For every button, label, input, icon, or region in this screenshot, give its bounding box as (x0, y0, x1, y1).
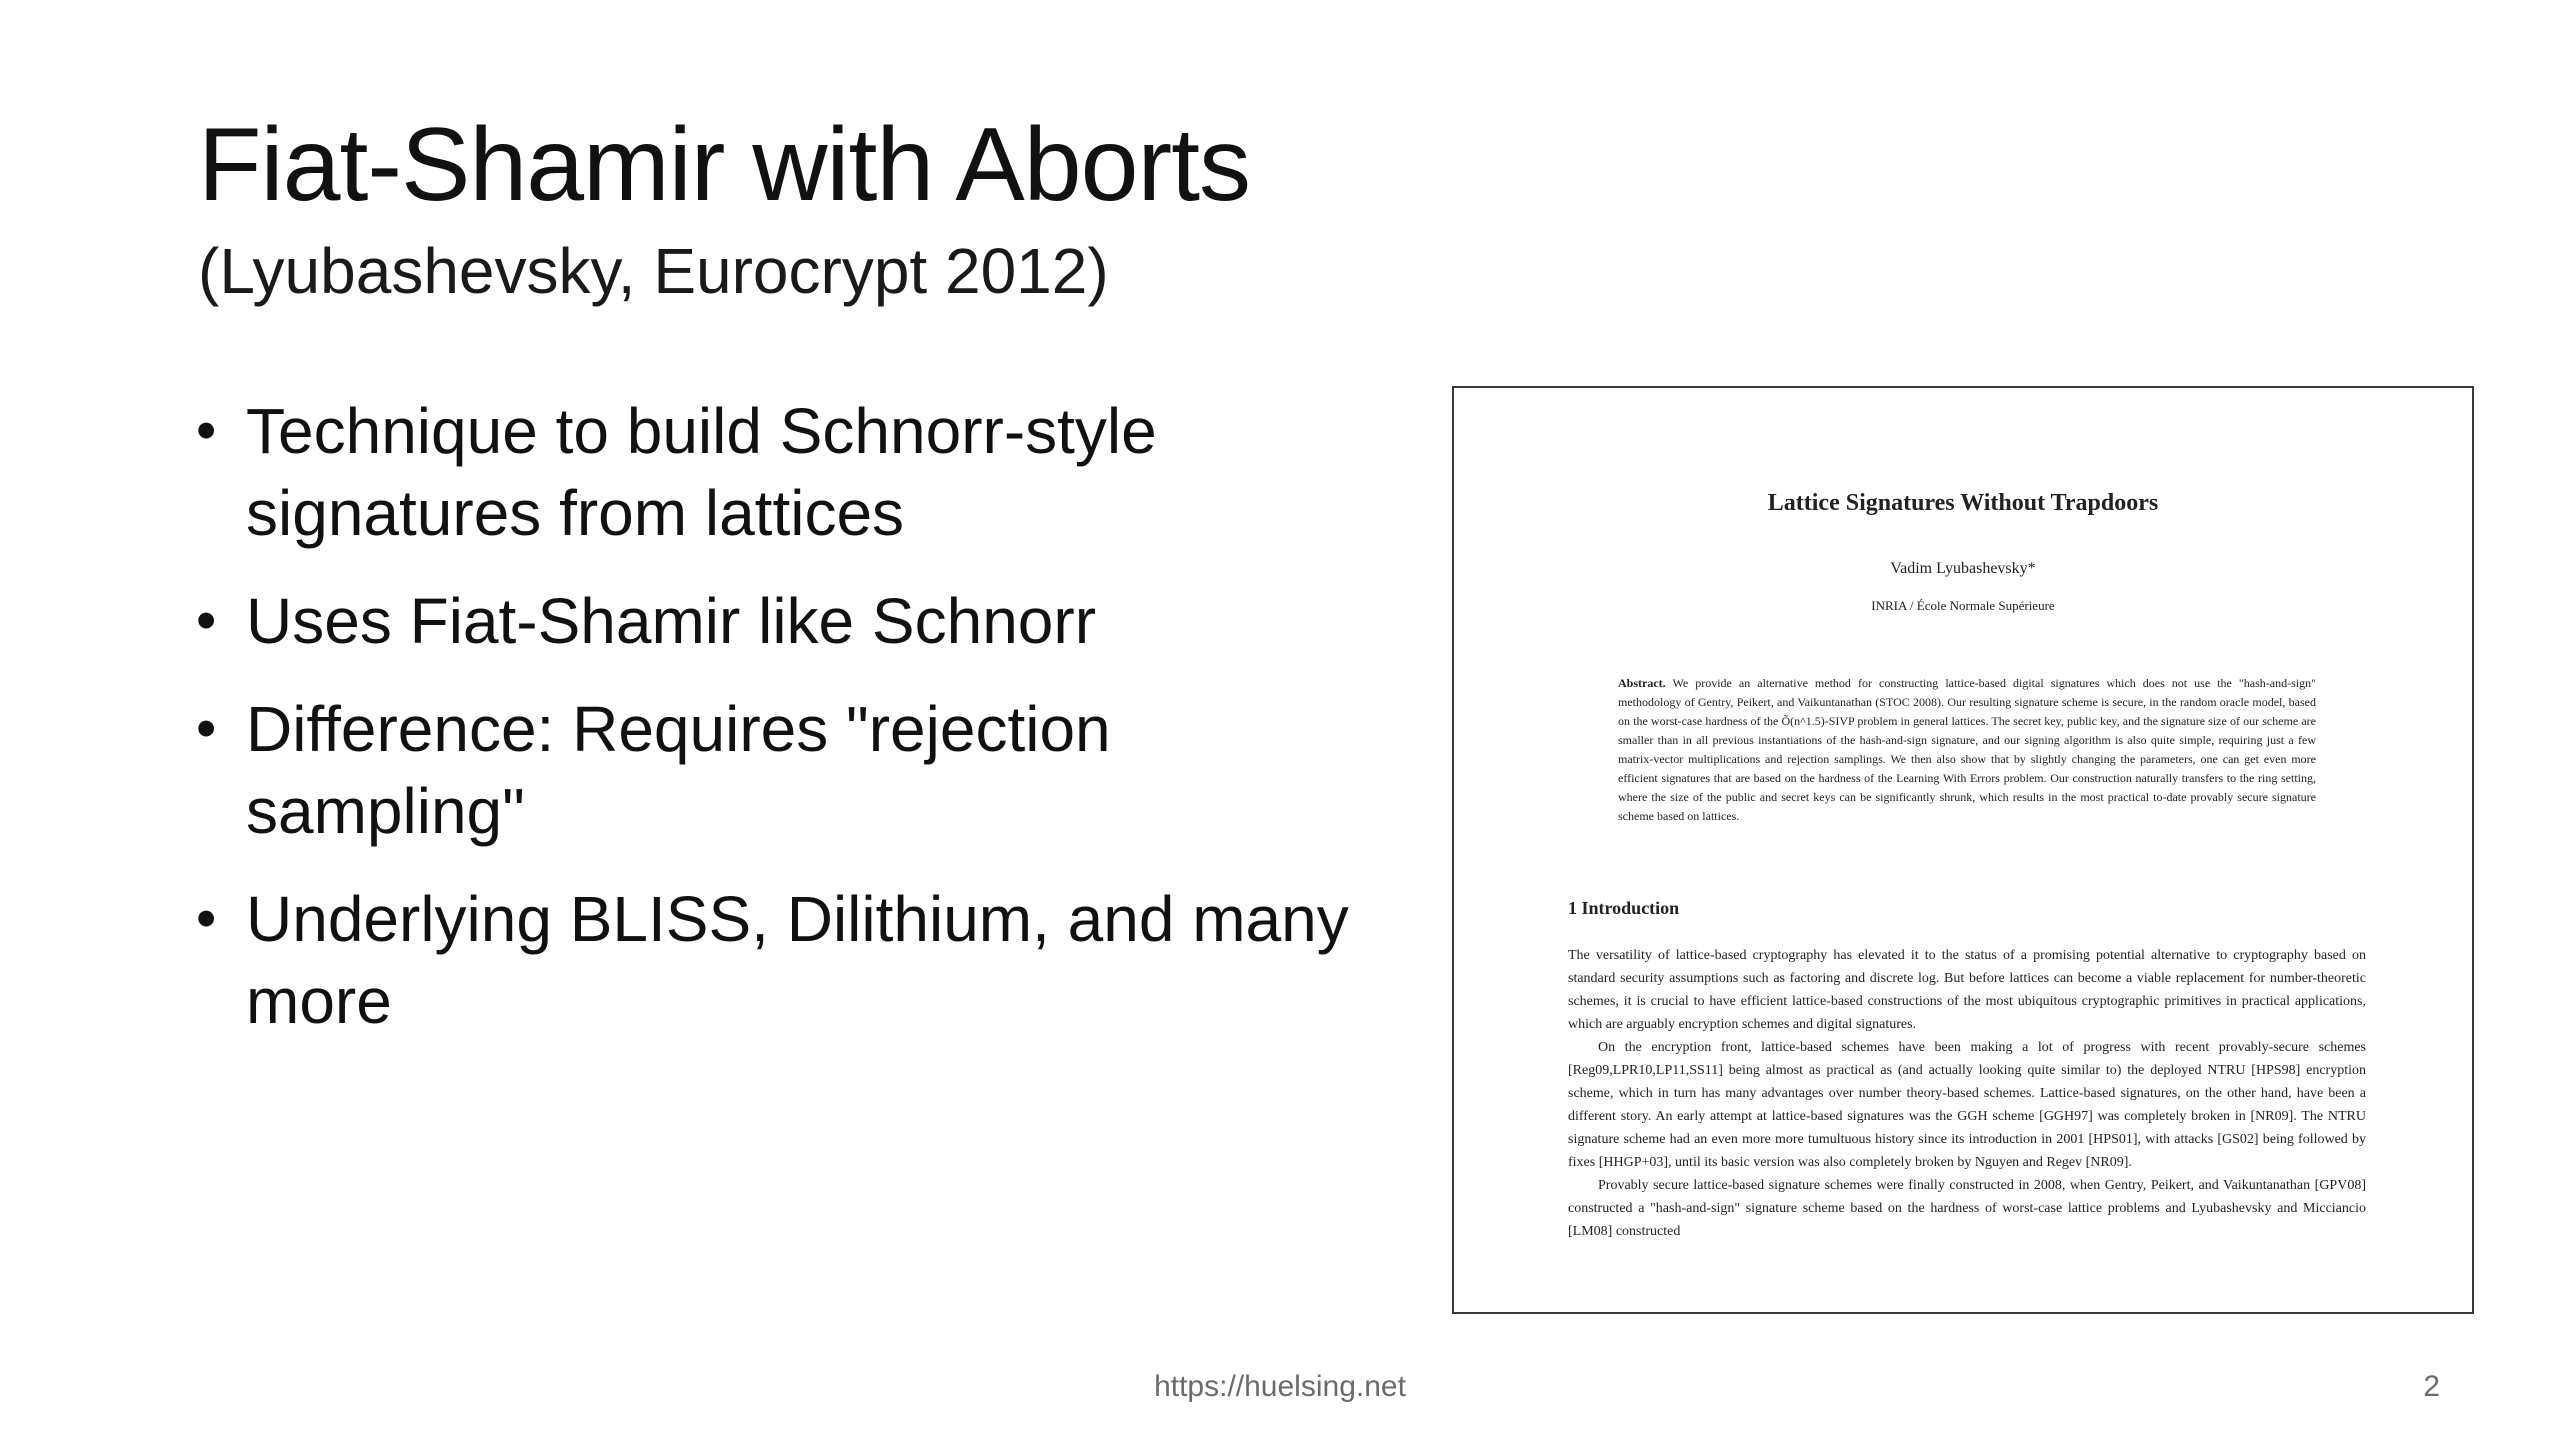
bullet-marker: • (196, 696, 217, 761)
bullet-marker: • (196, 398, 217, 463)
bullet-item (196, 390, 1376, 554)
paper-affiliation: INRIA / École Normale Supérieure (1871, 598, 2055, 613)
paper-paragraph: The versatility of lattice-based cryptography has elevated it to the status of a promising potential alternative to cryptography based on standard security assumptions such as factoring and discrete log. But before lattices can become a viable replacement for number-theoretic schemes, it is crucial to have efficient lattice-based constructions of the most ubiquitous cryptographic primitives in practical applications, which are arguably encryption schemes and digital signatures. (1568, 948, 2366, 1032)
abstract-label: Abstract. (1618, 676, 1666, 690)
bullet-text: Underlying BLISS, Dilithium, and many more (246, 883, 1349, 1037)
paper-screenshot (1452, 386, 2474, 1314)
bullet-text: Difference: Requires "rejection sampling" (246, 693, 1111, 847)
bullet-item (196, 580, 1376, 662)
slide-subtitle: (Lyubashevsky, Eurocrypt 2012) (198, 235, 1109, 307)
paper-paragraph: On the encryption front, lattice-based schemes have been making a lot of progress with recent provably-secure schemes [Reg09,LPR10,LP11,SS11] being almost as practical as (and actually looking quite similar to) the deployed NTRU [HPS98] encryption scheme, which in turn has many advantages over number theory-based schemes. Lattice-based signatures, on the other hand, have been a different story. An early attempt at lattice-based signatures was the GGH scheme [GGH97] was completely broken in [NR09]. The NTRU signature scheme had an even more more tumultuous history since its introduction in 2001 [HPS01], with attacks [GS02] being followed by fixes [HHGP+03], until its basic version was also completely broken by Nguyen and Regev [NR09]. (1568, 1040, 2366, 1170)
bullet-item (196, 688, 1376, 852)
abstract-text: We provide an alternative method for constructing lattice-based digital signatures which does not use the "hash-and-sign" methodology of Gentry, Peikert, and Vaikuntanathan (STOC 2008). Our resulting signature scheme is secure, in the random oracle model, based on the worst-case hardness of the Õ(n^1.5)-SIVP problem in general lattices. The secret key, public key, and the signature size of our scheme are smaller than in all previous instantiations of the hash-and-sign signature, and our signing algorithm is also quite simple, requiring just a few matrix-vector multiplications and rejection samplings. We then also show that by slightly changing the parameters, one can get even more efficient signatures that are based on the hardness of the Learning With Errors problem. Our construction naturally transfers to the ring setting, where the size of the public and secret keys can be significantly shrunk, which results in the most practical to-date provably secure signature scheme based on lattices. (1618, 676, 2316, 823)
page-number: 2 (2423, 1370, 2440, 1403)
bullet-text: Uses Fiat-Shamir like Schnorr (246, 585, 1096, 657)
bullet-item (196, 878, 1376, 1042)
bullet-marker: • (196, 886, 217, 951)
paper-author: Vadim Lyubashevsky* (1890, 560, 2036, 577)
paper-abstract (1618, 674, 2316, 826)
bullet-list (196, 390, 1376, 1068)
paper-paragraph: Provably secure lattice-based signature schemes were finally constructed in 2008, when Gentry, Peikert, and Vaikuntanathan [GPV08] constructed a "hash-and-sign" signature scheme based on the hardness of worst-case lattice problems and Lyubashevsky and Micciancio [LM08] constructed (1568, 1178, 2366, 1239)
paper-section-heading: 1 Introduction (1568, 898, 1680, 918)
bullet-text: Technique to build Schnorr-style signatures from lattices (246, 395, 1157, 549)
paper-title: Lattice Signatures Without Trapdoors (1767, 490, 2159, 516)
bullet-marker: • (196, 588, 217, 653)
paper-body (1568, 944, 2366, 1243)
footer-url: https://huelsing.net (1154, 1370, 1406, 1403)
slide-title: Fiat-Shamir with Aborts (198, 107, 1250, 223)
